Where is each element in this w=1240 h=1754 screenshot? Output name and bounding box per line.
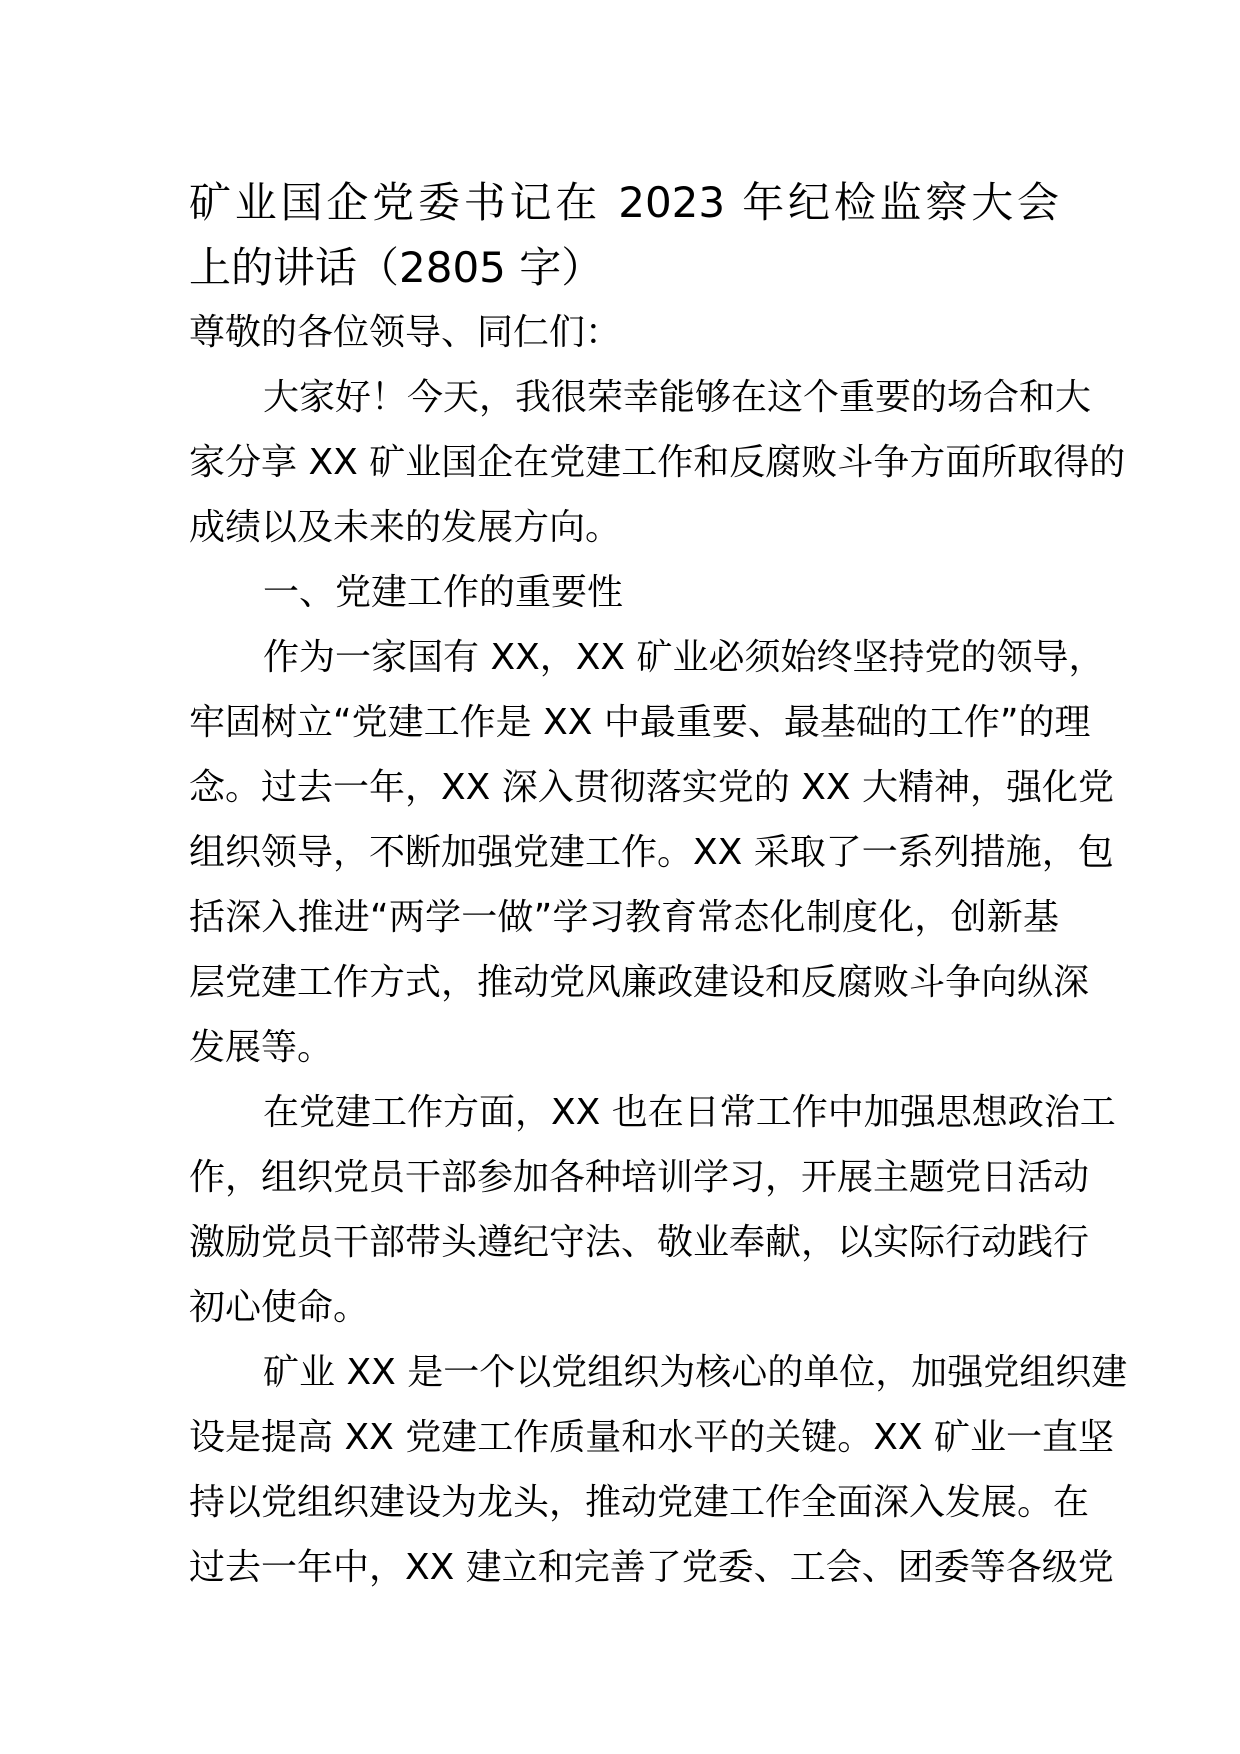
paragraph-line: 在党建工作方面，XX 也在日常工作中加强思想政治工: [263, 1092, 1116, 1133]
paragraph-line: 设是提高 XX 党建工作质量和水平的关键。XX 矿业一直坚: [189, 1417, 1114, 1458]
paragraph-line: 成绩以及未来的发展方向。: [189, 507, 622, 548]
paragraph-line: 括深入推进“两学一做”学习教育常态化制度化，创新基: [189, 897, 1059, 938]
paragraph: [189, 1340, 1128, 1600]
paragraph-line: 念。过去一年，XX 深入贯彻落实党的 XX 大精神，强化党: [189, 767, 1114, 808]
paragraph: [189, 365, 1126, 560]
paragraph-line: 矿业 XX 是一个以党组织为核心的单位，加强党组织建: [263, 1352, 1128, 1393]
paragraph-line: 组织领导，不断加强党建工作。XX 采取了一系列措施，包: [189, 832, 1114, 873]
document-page: [189, 170, 1128, 1600]
paragraph-line: 激励党员干部带头遵纪守法、敬业奉献，以实际行动践行: [189, 1222, 1090, 1263]
paragraph-line: 牢固树立“党建工作是 XX 中最重要、最基础的工作”的理: [189, 702, 1091, 743]
paragraph-line: 作，组织党员干部参加各种培训学习，开展主题党日活动: [189, 1157, 1090, 1198]
document-body: [189, 300, 1128, 1600]
paragraph: [189, 1080, 1116, 1340]
paragraph-line: 一、党建工作的重要性: [263, 572, 624, 613]
salutation: 尊敬的各位领导、同仁们：: [189, 312, 622, 353]
paragraph-line: 发展等。: [189, 1027, 334, 1068]
paragraph-line: 初心使命。: [189, 1287, 370, 1328]
paragraph-line: 过去一年中，XX 建立和完善了党委、工会、团委等各级党: [189, 1547, 1114, 1588]
section-heading: [189, 560, 1059, 625]
paragraph-line: 持以党组织建设为龙头，推动党建工作全面深入发展。在: [189, 1482, 1090, 1523]
paragraph-line: 家分享 XX 矿业国企在党建工作和反腐败斗争方面所取得的: [189, 442, 1126, 483]
paragraph-line: 大家好！今天，我很荣幸能够在这个重要的场合和大: [263, 377, 1092, 418]
paragraph: [189, 625, 1114, 1080]
document-title: [189, 170, 1059, 300]
title-line: 上的讲话（2805 字）: [189, 243, 604, 292]
paragraph-line: 作为一家国有 XX，XX 矿业必须始终坚持党的领导，: [263, 637, 1105, 678]
paragraph-line: 层党建工作方式，推动党风廉政建设和反腐败斗争向纵深: [189, 962, 1090, 1003]
title-line: 矿业国企党委书记在 2023 年纪检监察大会: [189, 178, 1059, 227]
